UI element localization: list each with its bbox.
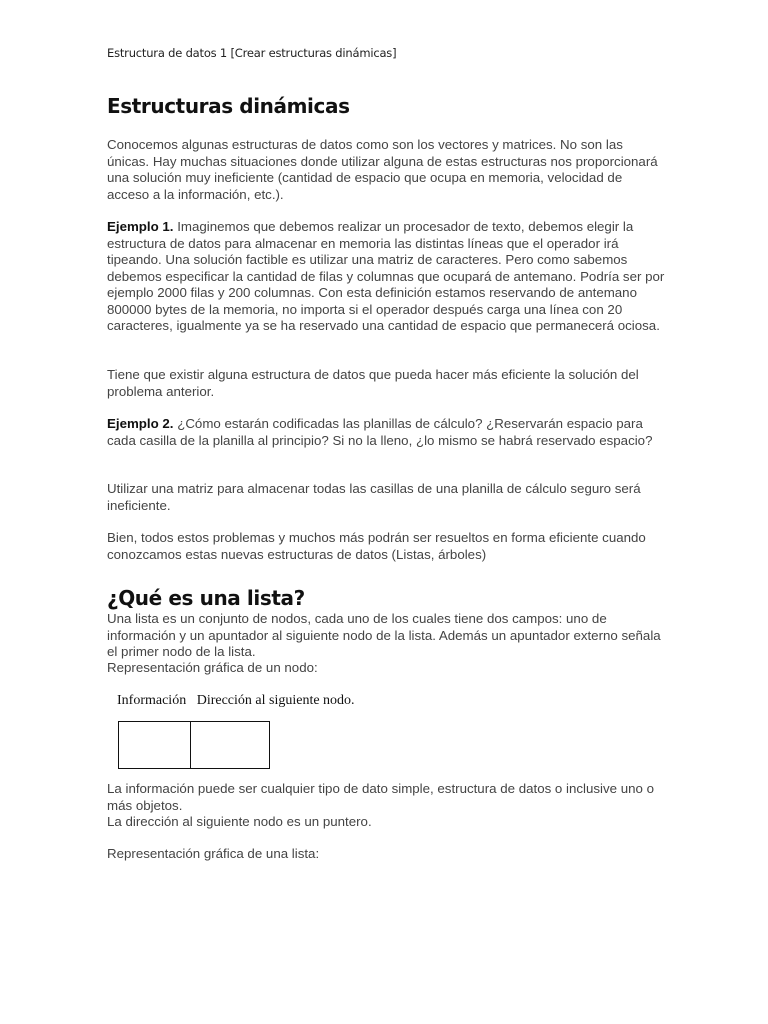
running-header: Estructura de datos 1 [Crear estructuras dinámicas]: [107, 46, 397, 60]
conclusion-paragraph: Bien, todos estos problemas y muchos más podrán ser resueltos en forma eficiente cuando conozcamos estas nuevas estructuras de datos (Listas, árboles): [107, 530, 646, 562]
example-2-paragraph: [107, 416, 667, 449]
matrix-paragraph: Utilizar una matriz para almacenar todas las casillas de una planilla de cálculo seguro será ineficiente.: [107, 481, 641, 513]
example-1-paragraph: [107, 219, 667, 335]
node-info-field: [119, 722, 191, 768]
node-diagram: [118, 721, 270, 769]
info-type-paragraph: La información puede ser cualquier tipo de dato simple, estructura de datos o inclusive uno o más objetos.: [107, 781, 654, 813]
node-next-pointer-field: [191, 722, 269, 768]
example-2-text: ¿Cómo estarán codificadas las planillas de cálculo? ¿Reservarán espacio para cada casilla de la planilla al principio? Si no la lleno, ¿lo mismo se habrá reservado espacio?: [107, 416, 653, 448]
node-label-next: Dirección al siguiente nodo.: [196, 693, 355, 708]
list-representation-caption: Representación gráfica de una lista:: [107, 846, 320, 861]
list-definition-paragraph: Una lista es un conjunto de nodos, cada uno de los cuales tiene dos campos: uno de información y un apuntador al siguiente nodo de la lista. Además un apuntador externo señala el primer nodo de la lista.: [107, 611, 661, 659]
section-title-estructuras-dinamicas: Estructuras dinámicas: [107, 94, 350, 118]
node-representation-caption: Representación gráfica de un nodo:: [107, 660, 318, 675]
node-field-labels: [117, 693, 362, 709]
example-1-text: Imaginemos que debemos realizar un procesador de texto, debemos elegir la estructura de datos para almacenar en memoria las distintas líneas que el operador irá tipeando. Una solución factible es utilizar una matriz de caracteres. Pero como sabemos debemos especificar la cantidad de filas y columnas que ocupará de antemano. Podría ser por ejemplo 2000 filas y 200 columnas. Con esta definición estamos reservando de antemano 800000 bytes de la memoria, no importa si el operador después carga una línea con 20 caracteres, igualmente ya se ha reservado una cantidad de espacio que permanecerá ociosa.: [107, 219, 665, 333]
section-title-que-es-una-lista: ¿Qué es una lista?: [107, 586, 305, 610]
example-1-label: Ejemplo 1.: [107, 219, 174, 234]
pointer-paragraph: La dirección al siguiente nodo es un puntero.: [107, 814, 372, 829]
node-label-info: Información: [117, 693, 187, 708]
example-2-label: Ejemplo 2.: [107, 416, 174, 431]
intro-paragraph: Conocemos algunas estructuras de datos como son los vectores y matrices. No son las únicas. Hay muchas situaciones donde utilizar alguna de estas estructuras nos proporcionará una solución muy ineficiente (cantidad de espacio que ocupa en memoria, velocidad de acceso a la información, etc.).: [107, 137, 658, 202]
efficiency-paragraph: Tiene que existir alguna estructura de datos que pueda hacer más eficiente la solución del problema anterior.: [107, 367, 639, 399]
